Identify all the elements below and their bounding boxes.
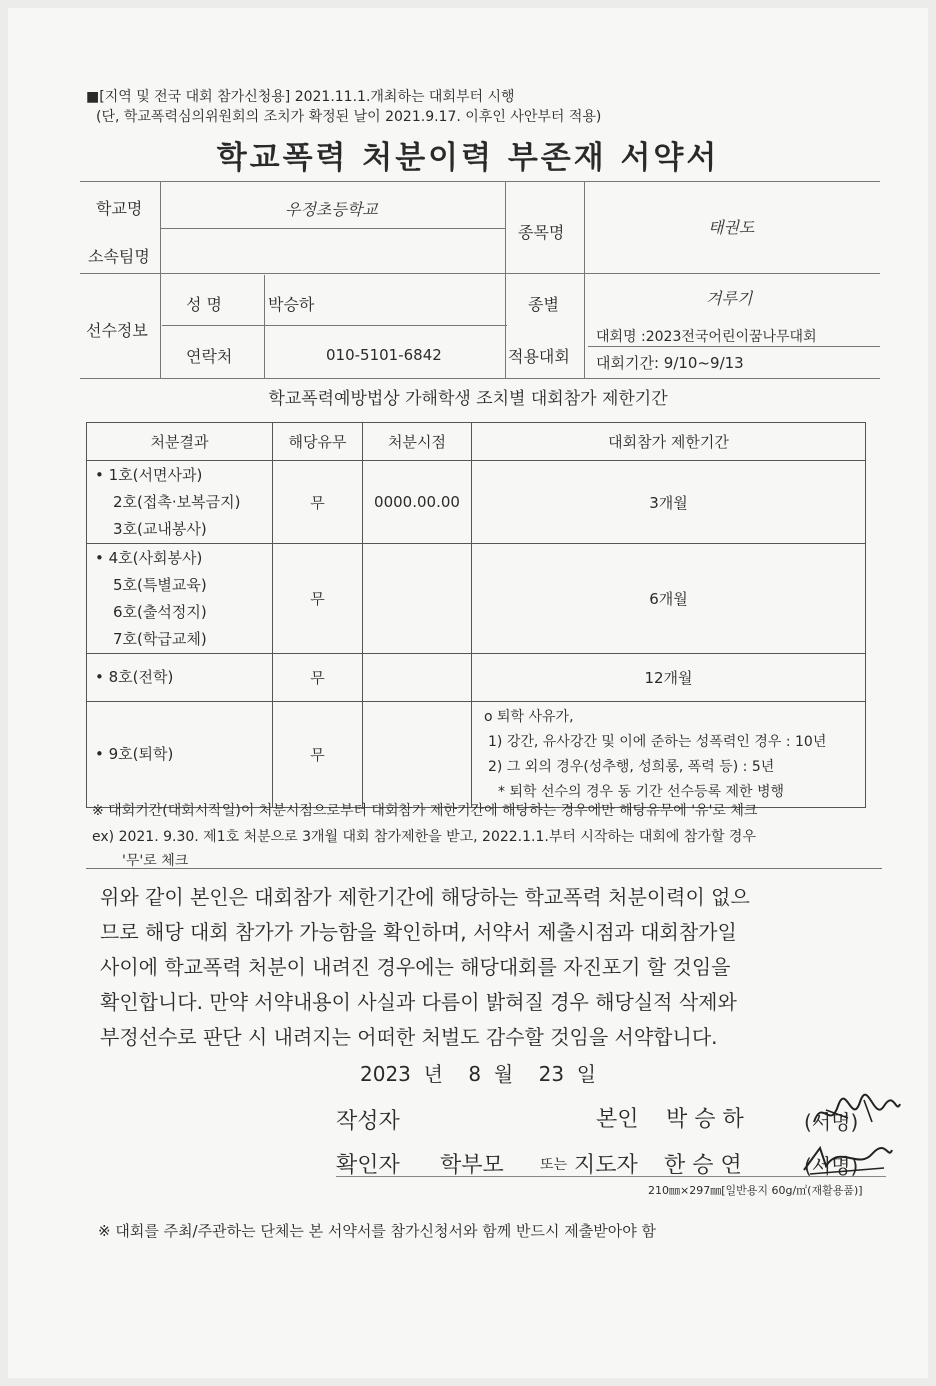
- pledge-line: 사이에 학교폭력 처분이 내려진 경우에는 해당대회를 자진포기 할 것임을: [100, 955, 731, 979]
- pledge-line: 위와 같이 본인은 대회참가 제한기간에 해당하는 학교폭력 처분이력이 없으: [100, 885, 750, 909]
- competition-name: 대회명 :2023전국어린이꿈나무대회: [596, 329, 817, 345]
- measure-item: • 8호(전학): [95, 668, 174, 686]
- name-value: 박승하: [268, 295, 315, 314]
- note-2: ex) 2021. 9.30. 제1호 처분으로 3개월 대회 참가제한을 받고, 2022.1.1.부터 시작하는 대회에 참가할 경우: [92, 829, 756, 845]
- measure-item: 6호(출석정지): [113, 602, 207, 621]
- date-year: 2023: [360, 1062, 411, 1086]
- date-day: 23: [538, 1062, 565, 1086]
- table-row: [87, 702, 866, 808]
- coach-sign-slot: (서명): [804, 1154, 859, 1178]
- measure-item: 7호(학급교체): [113, 629, 207, 648]
- col-header: 해당유무: [273, 423, 363, 461]
- event-value: 태권도: [708, 218, 755, 237]
- col-header: 대회참가 제한기간: [472, 423, 866, 461]
- coach-role: 지도자: [574, 1153, 638, 1178]
- header-subnotice: (단, 학교폭력심의위원회의 조치가 확정된 날이 2021.9.17. 이후인 사안부터 적용): [96, 109, 602, 125]
- date-cell: [363, 702, 472, 808]
- measure-item: 5호(특별교육): [113, 575, 207, 594]
- table-header-row: [87, 423, 866, 461]
- date-month: 8: [468, 1062, 482, 1086]
- limit-line: 2) 그 외의 경우(성추행, 성희롱, 폭력 등) : 5년: [488, 758, 775, 775]
- writer-sign-slot: (서명): [804, 1110, 859, 1134]
- date-cell: [363, 654, 472, 702]
- contact-label: 연락처: [186, 347, 233, 366]
- applies-cell: 무: [273, 702, 363, 808]
- table-row: [87, 461, 866, 544]
- limit-cell: 3개월: [472, 461, 866, 544]
- writer-role: 본인: [596, 1107, 639, 1132]
- pledge-date: [360, 1058, 596, 1087]
- name-label: 성 명: [186, 295, 222, 314]
- type-value: 겨루기: [706, 289, 753, 308]
- disciplinary-table: [86, 422, 866, 808]
- limit-cell: 12개월: [472, 654, 866, 702]
- pledge-line: 므로 해당 대회 참가가 가능함을 확인하며, 서약서 제출시점과 대회참가일: [100, 920, 737, 944]
- team-label: 소속팀명: [88, 247, 150, 266]
- note-1: ※ 대회기간(대회시작일)이 처분시점으로부터 대회참가 제한기간에 해당하는 경우에만 해당유무에 '유'로 체크: [92, 803, 758, 819]
- footer-note: ※ 대회를 주최/주관하는 단체는 본 서약서를 참가신청서와 함께 반드시 제출받아야 함: [98, 1222, 656, 1240]
- writer-label: 작성자: [336, 1109, 400, 1134]
- limit-cell: [472, 702, 866, 808]
- date-cell: 0000.00.00: [363, 461, 472, 544]
- measure-item: • 9호(퇴학): [95, 745, 174, 763]
- measure-item: • 1호(서면사과): [95, 465, 203, 484]
- writer-signature-scribble: [808, 1092, 904, 1134]
- pledge-line: 확인합니다. 만약 서약내용이 사실과 다름이 밝혀질 경우 해당실적 삭제와: [100, 990, 737, 1014]
- col-header: 처분시점: [363, 423, 472, 461]
- pledge-paragraph: [100, 880, 870, 1055]
- competition-label: 적용대회: [508, 347, 570, 366]
- or-label: 또는: [540, 1157, 568, 1173]
- limit-line: o 퇴학 사유가,: [484, 708, 574, 725]
- coach-signature-scribble: [800, 1140, 896, 1178]
- header-notice: ■[지역 및 전국 대회 참가신청용] 2021.11.1.개최하는 대회부터 시행: [86, 89, 515, 105]
- date-day-unit: 일: [576, 1062, 597, 1086]
- limit-line: 1) 강간, 유사강간 및 이에 준하는 성폭력인 경우 : 10년: [488, 733, 827, 750]
- writer-name: 박 승 하: [666, 1107, 744, 1132]
- col-header: 처분결과: [87, 423, 273, 461]
- school-label: 학교명: [96, 199, 143, 218]
- page-title: 학교폭력 처분이력 부존재 서약서: [216, 140, 720, 176]
- note-3: '무'로 체크: [122, 853, 189, 869]
- table-row: [87, 654, 866, 702]
- pledge-line: 부정선수로 판단 시 내려지는 어떠한 처벌도 감수할 것임을 서약합니다.: [100, 1025, 718, 1049]
- contact-value: 010-5101-6842: [326, 346, 442, 364]
- measure-item: 2호(접촉·보복금지): [113, 492, 241, 511]
- date-year-unit: 년: [423, 1062, 443, 1086]
- date-month-unit: 월: [493, 1062, 514, 1086]
- measure-item: 3호(교내봉사): [113, 519, 207, 538]
- coach-name: 한 승 연: [664, 1153, 742, 1178]
- date-cell: [363, 544, 472, 654]
- applies-cell: 무: [273, 544, 363, 654]
- applies-cell: 무: [273, 654, 363, 702]
- event-label: 종목명: [518, 223, 565, 242]
- school-value: 우정초등학교: [285, 200, 378, 219]
- measure-item: • 4호(사회봉사): [95, 548, 203, 567]
- limit-cell: 6개월: [472, 544, 866, 654]
- competition-period: 대회기간: 9/10~9/13: [596, 354, 744, 372]
- player-info-label: 선수정보: [86, 321, 148, 340]
- parent-label: 학부모: [440, 1153, 504, 1178]
- type-label: 종별: [528, 295, 559, 314]
- confirmer-label: 확인자: [336, 1153, 400, 1178]
- table-row: [87, 544, 866, 654]
- applies-cell: 무: [273, 461, 363, 544]
- limit-line: * 퇴학 선수의 경우 동 기간 선수등록 제한 병행: [498, 783, 785, 800]
- section-title: 학교폭력예방법상 가해학생 조치별 대회참가 제한기간: [268, 389, 668, 409]
- paper-spec: 210㎜×297㎜[일반용지 60g/㎡(재활용품)]: [648, 1184, 863, 1197]
